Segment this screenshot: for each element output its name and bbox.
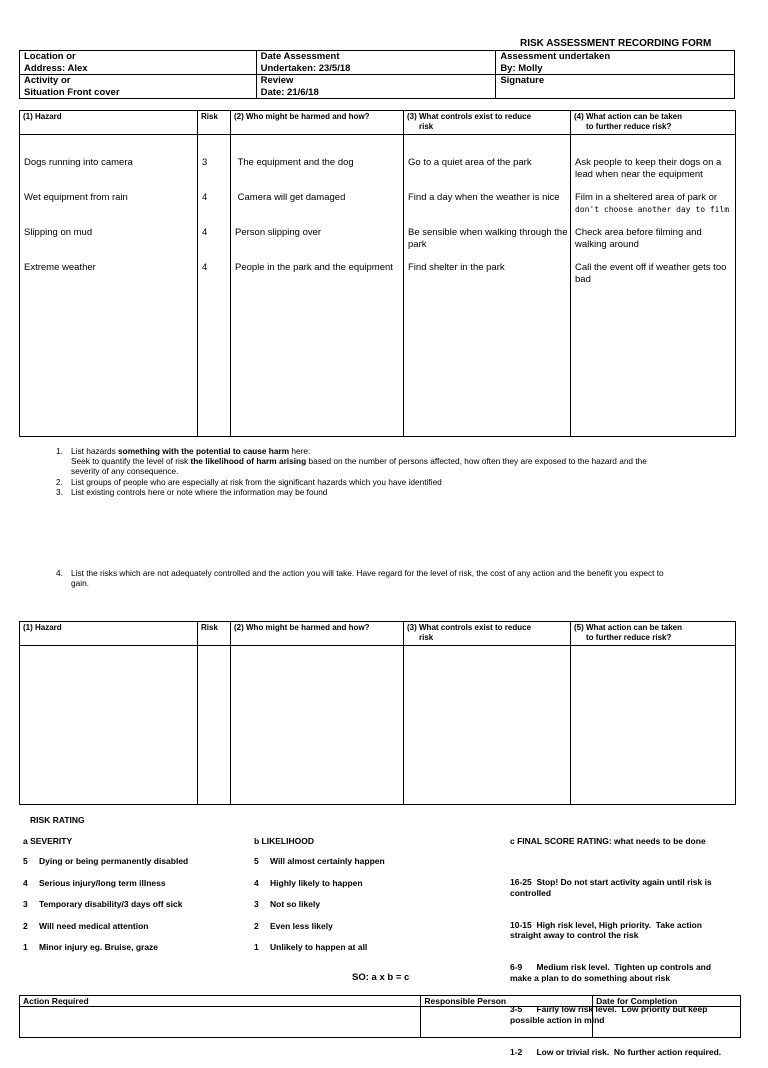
hazard-entry: Extreme weather bbox=[24, 262, 96, 273]
score-formula: SO: a x b = c bbox=[352, 972, 410, 983]
review-date-value: Date: 21/6/18 bbox=[260, 86, 319, 98]
col-responsible-person: Responsible Person bbox=[421, 996, 593, 1007]
risk-cell-empty[interactable] bbox=[198, 646, 231, 805]
assessment-undertaken-label: Assessment undertaken bbox=[500, 51, 611, 62]
review-label: Review bbox=[260, 75, 294, 86]
risk-entry: 4 bbox=[202, 227, 208, 238]
hazard-entry: Slipping on mud bbox=[24, 227, 93, 238]
col-who-header: (2) Who might be harmed and how? bbox=[231, 111, 404, 135]
assessor-value: By: Molly bbox=[500, 62, 543, 74]
risk-entry: 4 bbox=[202, 192, 208, 203]
col-action-required: Action Required bbox=[20, 996, 421, 1007]
date-assessment-label: Date Assessment bbox=[260, 51, 340, 62]
final-score-item: 1-2 Low or trivial risk. No further action required. bbox=[510, 1046, 722, 1057]
col-date-completion: Date for Completion bbox=[593, 996, 741, 1007]
severity-item: 1 Minor injury eg. Bruise, graze bbox=[23, 942, 159, 952]
risk-rating-title: RISK RATING bbox=[30, 815, 85, 825]
who-entry: Person slipping over bbox=[235, 227, 322, 238]
action-entry: Call the event off if weather gets too bad bbox=[575, 262, 727, 285]
likelihood-item: 2 Even less likely bbox=[254, 920, 333, 931]
location-cell bbox=[20, 51, 257, 75]
hazard-entry: Wet equipment from rain bbox=[24, 192, 128, 203]
risk-entry: 4 bbox=[202, 262, 208, 273]
hazard-column bbox=[20, 135, 198, 437]
final-score-item: 10-15 High risk level, High priority. Take action straight away to control the risk bbox=[510, 919, 705, 941]
severity-item: 2 Will need medical attention bbox=[23, 920, 149, 931]
likelihood-title: b LIKELIHOOD bbox=[254, 836, 314, 846]
date-assessment-cell bbox=[256, 51, 496, 75]
likelihood-item: 4 Highly likely to happen bbox=[254, 877, 363, 888]
col-hazard-header: (1) Hazard bbox=[20, 622, 198, 646]
responsible-person-cell[interactable] bbox=[421, 1007, 593, 1038]
hazard-entry: Dogs running into camera bbox=[24, 157, 133, 168]
likelihood-item: 5 Will almost certainly happen bbox=[254, 856, 385, 866]
final-score-item: 3-5 Fairly low risk level. Low priority but keep possible action in mind bbox=[510, 1004, 710, 1025]
hazard-cell-empty[interactable] bbox=[20, 646, 198, 805]
assessment-header-table bbox=[19, 50, 735, 99]
action-table bbox=[19, 995, 741, 1038]
instruction-note-4: 4. List the risks which are not adequately controlled and the action you will take. Have regard for the level of risk, the cost of any action and the benefit you expect to gain. bbox=[56, 568, 664, 589]
action-entry: Film in a sheltered area of park or don't choose another day to film bbox=[575, 192, 733, 215]
who-cell-empty[interactable] bbox=[231, 646, 404, 805]
final-score-item: 6-9 Medium risk level. Tighten up controls and make a plan to do something about risk bbox=[510, 961, 714, 983]
risk-column bbox=[198, 135, 231, 437]
controls-entry: Find shelter in the park bbox=[408, 262, 505, 273]
risk-entry: 3 bbox=[202, 157, 208, 168]
action-entry-continued: don't choose another day to film bbox=[575, 204, 730, 214]
severity-item: 4 Serious injury/long term illness bbox=[23, 877, 166, 888]
col-controls-header: (3) What controls exist to reduce risk bbox=[404, 111, 571, 135]
likelihood-item: 3 Not so likely bbox=[254, 899, 321, 909]
activity-label: Activity or bbox=[24, 75, 71, 86]
col-who-header: (2) Who might be harmed and how? bbox=[231, 622, 404, 646]
action-required-cell[interactable] bbox=[20, 1007, 421, 1038]
controls-entry: Go to a quiet area of the park bbox=[408, 157, 532, 168]
final-score-item: 16-25 Stop! Do not start activity again until risk is controlled bbox=[510, 877, 715, 898]
severity-item: 3 Temporary disability/3 days off sick bbox=[23, 899, 183, 909]
who-entry: People in the park and the equipment bbox=[235, 262, 393, 273]
severity-list bbox=[23, 856, 188, 964]
who-column bbox=[231, 135, 404, 437]
address-value: Address: Alex bbox=[24, 62, 88, 74]
signature-label: Signature bbox=[500, 75, 545, 86]
hazard-table-2 bbox=[19, 621, 736, 805]
date-completion-cell[interactable] bbox=[593, 1007, 741, 1038]
controls-entry: Find a day when the weather is nice bbox=[408, 192, 560, 203]
undertaken-value: Undertaken: 23/5/18 bbox=[260, 62, 351, 74]
assessor-cell bbox=[496, 51, 735, 75]
action-cell-empty[interactable] bbox=[571, 646, 736, 805]
note-2: 2. List groups of people who are especially at risk from the significant hazards which you have identified bbox=[56, 476, 442, 487]
action-column bbox=[571, 135, 736, 437]
action-entry: Ask people to keep their dogs on a lead when near the equipment bbox=[575, 157, 722, 180]
form-title: RISK ASSESSMENT RECORDING FORM bbox=[520, 38, 712, 49]
signature-cell bbox=[496, 75, 735, 99]
review-cell bbox=[256, 75, 496, 99]
situation-value: Situation Front cover bbox=[24, 86, 120, 98]
instruction-notes bbox=[56, 446, 716, 497]
controls-cell-empty[interactable] bbox=[404, 646, 571, 805]
severity-title: a SEVERITY bbox=[23, 836, 73, 846]
hazard-table-1 bbox=[19, 110, 736, 437]
col-hazard-header: (1) Hazard bbox=[20, 111, 198, 135]
col-action-header: (4) What action can be taken to further reduce risk? bbox=[571, 111, 736, 135]
final-score-title: c FINAL SCORE RATING: what needs to be done bbox=[510, 836, 706, 846]
col-controls-header: (3) What controls exist to reduce risk bbox=[404, 622, 571, 646]
col-risk-header: Risk bbox=[198, 111, 231, 135]
controls-entry: Be sensible when walking through the park bbox=[408, 227, 568, 250]
activity-cell bbox=[20, 75, 257, 99]
who-entry: The equipment and the dog bbox=[235, 157, 354, 168]
note-3: 3. List existing controls here or note where the information may be found bbox=[56, 486, 328, 497]
note-1: 1. List hazards something with the potential to cause harm here: Seek to quantify the level of risk the likelihood of harm arising based on the number of persons affected, how often they are exposed to the hazard and the severity of any consequence. bbox=[56, 446, 647, 477]
controls-column bbox=[404, 135, 571, 437]
action-entry: Check area before filming and walking around bbox=[575, 227, 702, 250]
col-action-header: (5) What action can be taken to further reduce risk? bbox=[571, 622, 736, 646]
col-risk-header: Risk bbox=[198, 622, 231, 646]
severity-item: 5 Dying or being permanently disabled bbox=[23, 856, 189, 866]
likelihood-item: 1 Unlikely to happen at all bbox=[254, 942, 368, 952]
who-entry: Camera will get damaged bbox=[235, 192, 346, 203]
likelihood-list bbox=[254, 856, 385, 964]
location-label: Location or bbox=[24, 51, 76, 62]
